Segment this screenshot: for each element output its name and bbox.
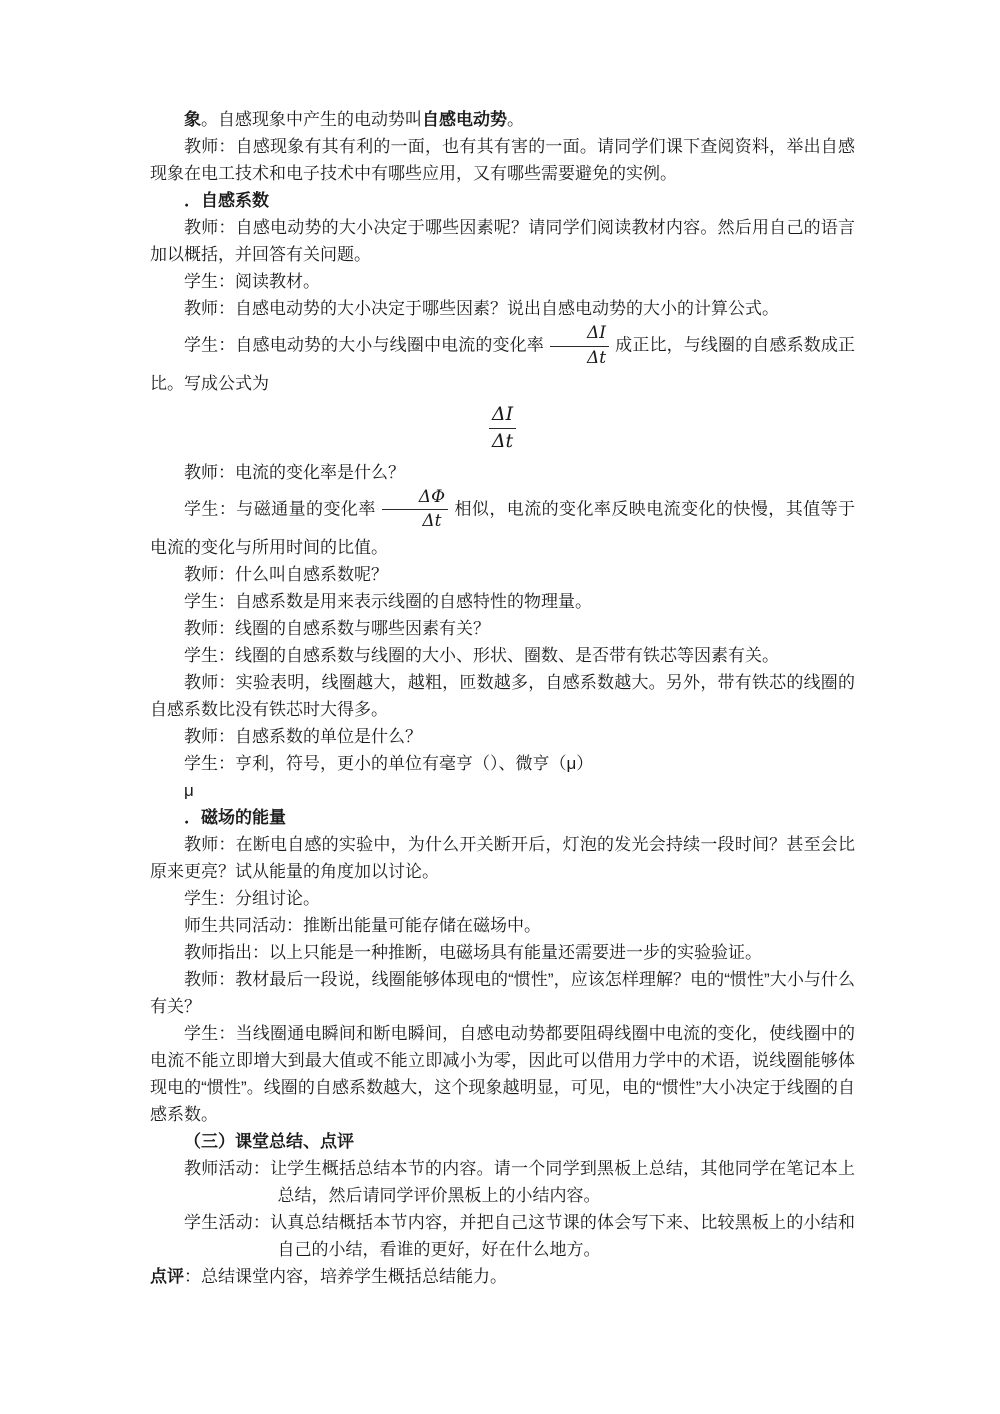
bold-text: 点评 (150, 1266, 184, 1286)
paragraph-text: 教师：线圈的自感系数与哪些因素有关？ (184, 618, 490, 638)
bold-text: ．磁场的能量 (184, 807, 286, 827)
paragraph-text: 让学生概括总结本节的内容。请一个同学到黑板上总结，其他同学在笔记本上总结，然后请同学评价黑板上的小结内容。 (270, 1158, 856, 1205)
paragraph (150, 459, 855, 486)
paragraph (150, 831, 855, 885)
speaker-label: 教师活动： (184, 1158, 271, 1178)
paragraph-text: 教师：实验表明，线圈越大，越粗，匝数越多，自感系数越大。另外，带有铁芯的线圈的自感系数比没有铁芯时大得多。 (150, 672, 855, 719)
paragraph-text: 教师：自感现象有其有利的一面，也有其有害的一面。请同学们课下查阅资料，举出自感现象在电工技术和电子技术中有哪些应用，又有哪些需要避免的实例。 (150, 137, 855, 183)
paragraph (150, 750, 855, 777)
paragraph-text: 学生：阅读教材。 (184, 272, 320, 291)
paragraph (150, 1020, 855, 1128)
speaker-label: 学生活动： (184, 1212, 271, 1232)
paragraph (150, 133, 855, 187)
paragraph-text: 教师：电流的变化率是什么？ (184, 462, 405, 482)
activity-paragraph (150, 1209, 855, 1263)
paragraph-text: 。自感现象中产生的电动势叫 (201, 110, 422, 129)
paragraph (150, 966, 855, 1020)
paragraph-text: 学生：当线圈通电瞬间和断电瞬间，自感电动势都要阻碍线圈中电流的变化，使线圈中的电流不能立即增大到最大值或不能立即减小为零，因此可以借用力学中的术语，说线圈能够体现电的“惯性”。线圈的自感系数越大，这个现象越明显，可见，电的“惯性”大小决定于线圈的自感系数。 (150, 1023, 855, 1124)
paragraph-text: 学生：亨利，符号，更小的单位有毫亨（）、微亨（μ） (184, 753, 594, 773)
bold-text: 象 (184, 110, 201, 129)
bold-text: （三）课堂总结、点评 (184, 1131, 354, 1151)
paragraph-text: 学生：自感系数是用来表示线圈的自感特性的物理量。 (184, 591, 592, 611)
document-body (150, 106, 855, 1290)
fraction-denominator: Δt (422, 511, 442, 532)
fraction (382, 488, 448, 532)
paragraph-text: 教师：自感电动势的大小决定于哪些因素呢？请同学们阅读教材内容。然后用自己的语言加以概括，并回答有关问题。 (150, 218, 855, 264)
paragraph-text: 学生：与磁通量的变化率 (184, 499, 376, 519)
paragraph (150, 939, 855, 966)
fraction-numerator: ΔΦ (382, 488, 448, 511)
paragraph (150, 322, 855, 397)
fraction (550, 324, 609, 368)
paragraph (150, 642, 855, 669)
paragraph (150, 561, 855, 588)
fraction (489, 404, 516, 453)
paragraph (150, 777, 855, 804)
fraction-numerator: ΔI (550, 324, 609, 347)
paragraph (150, 214, 855, 268)
bold-text: 自感电动势 (422, 110, 507, 129)
paragraph-text: 教师：自感电动势的大小决定于哪些因素？说出自感电动势的大小的计算公式。 (184, 299, 779, 318)
paragraph (150, 615, 855, 642)
paragraph-text: μ (184, 780, 194, 800)
section-heading (150, 1128, 855, 1155)
paragraph (150, 268, 855, 295)
paragraph-text: 教师：什么叫自感系数呢？ (184, 564, 388, 584)
section-heading (150, 187, 855, 214)
paragraph-text: 教师：自感系数的单位是什么？ (184, 726, 422, 746)
fraction-numerator: ΔI (489, 404, 516, 429)
paragraph-text: 教师：在断电自感的实验中，为什么开关断开后，灯泡的发光会持续一段时间？甚至会比原来更亮？试从能量的角度加以讨论。 (150, 834, 855, 881)
paragraph-text: 认真总结概括本节内容，并把自己这节课的体会写下来、比较黑板上的小结和自己的小结，看谁的更好，好在什么地方。 (270, 1212, 856, 1259)
section-heading (150, 804, 855, 831)
paragraph (150, 1263, 855, 1290)
paragraph (150, 486, 855, 561)
activity-paragraph (150, 1155, 855, 1209)
paragraph-text: 学生：自感电动势的大小与线圈中电流的变化率 (184, 335, 544, 355)
paragraph-text: 教师指出：以上只能是一种推断，电磁场具有能量还需要进一步的实验验证。 (184, 942, 762, 962)
fraction-denominator: Δt (586, 347, 607, 368)
fraction-denominator: Δt (491, 429, 514, 452)
paragraph (150, 723, 855, 750)
paragraph-text: ：总结课堂内容，培养学生概括总结能力。 (184, 1266, 507, 1286)
paragraph-text: 教师：教材最后一段说，线圈能够体现电的“惯性”，应该怎样理解？电的“惯性”大小与什么有关？ (150, 969, 855, 1016)
paragraph (150, 588, 855, 615)
paragraph-text: 成正比，与线圈的自感系数成正比。写成公式为 (150, 335, 856, 394)
paragraph (150, 912, 855, 939)
paragraph (150, 669, 855, 723)
paragraph (150, 106, 855, 133)
paragraph-text: 师生共同活动：推断出能量可能存储在磁场中。 (184, 915, 541, 935)
paragraph (150, 295, 855, 322)
paragraph-text: 学生：线圈的自感系数与线圈的大小、形状、圈数、是否带有铁芯等因素有关。 (184, 645, 779, 665)
paragraph-text: 。 (507, 110, 524, 129)
paragraph-text: 相似，电流的变化率反映电流变化的快慢，其值等于电流的变化与所用时间的比值。 (150, 499, 856, 557)
bold-text: ．自感系数 (184, 191, 269, 210)
paragraph (150, 885, 855, 912)
display-formula (150, 402, 855, 455)
paragraph-text: 学生：分组讨论。 (184, 888, 320, 908)
